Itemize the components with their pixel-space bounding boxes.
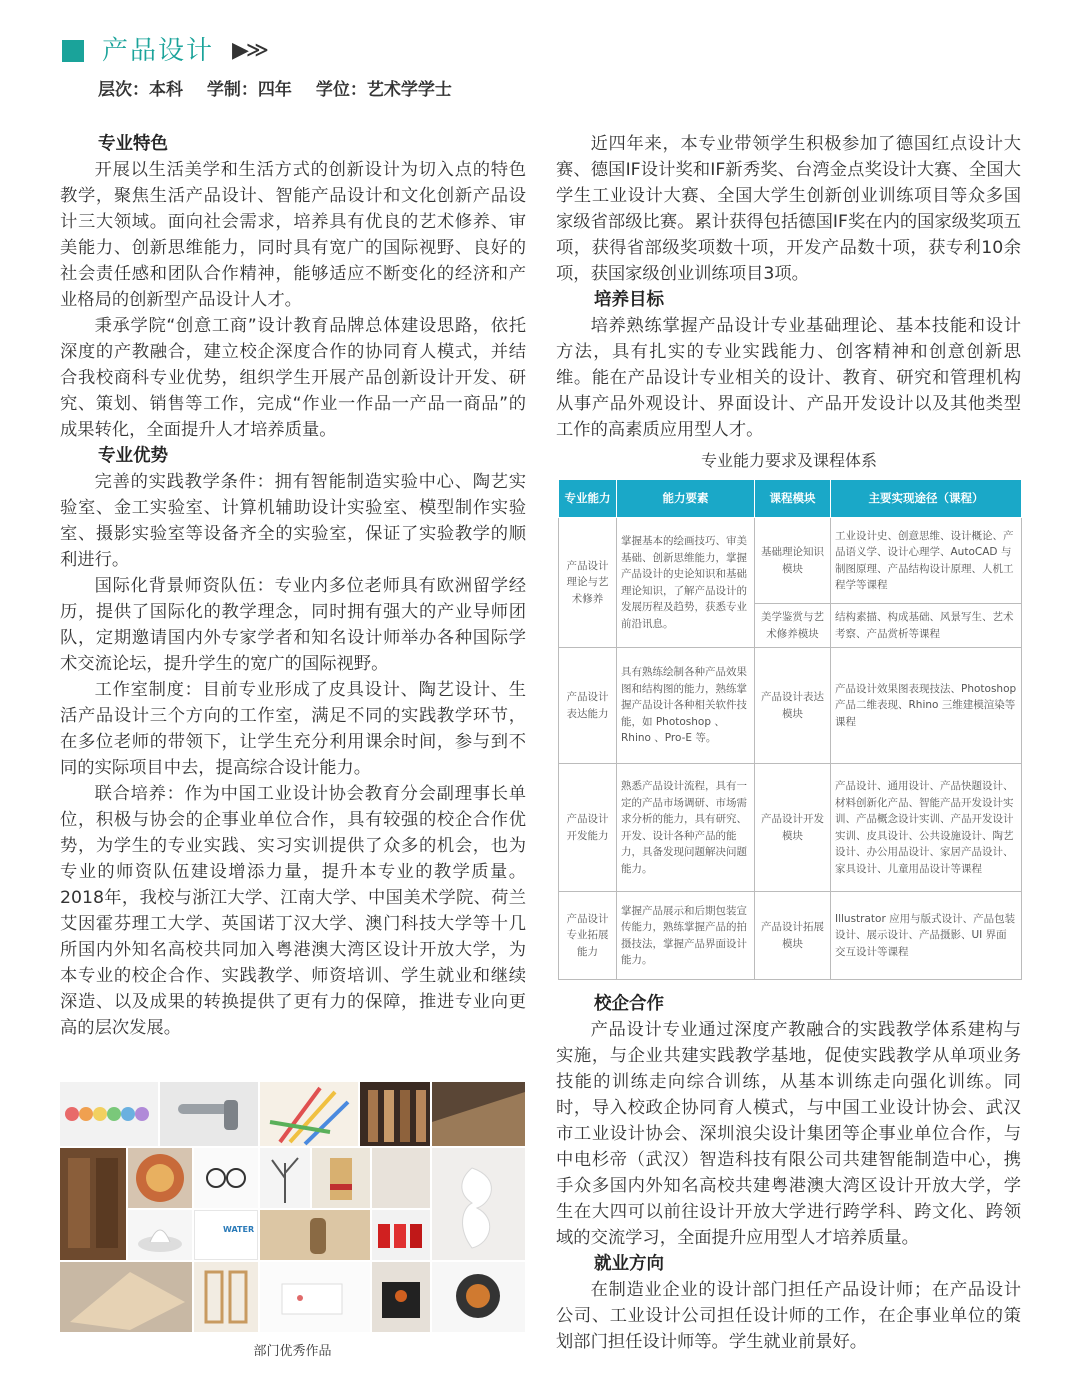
ability-cell: 产品设计表达能力 [559,648,617,764]
module-cell: 美学鉴赏与艺术修养模块 [755,604,831,648]
right-column-bottom [556,991,1021,1355]
photo-tile [128,1210,192,1260]
photo-tile [194,1262,258,1332]
ceramic-plate-photo [128,1148,192,1208]
module-cell: 产品设计表达模块 [755,648,831,764]
red-cans-photo [372,1210,430,1260]
section-heading: 就业方向 [594,1254,664,1274]
wooden-tray-photo [60,1262,192,1332]
header-cell: 课程模块 [755,480,831,518]
paragraph: 完善的实践教学条件：拥有智能制造实验中心、陶艺实验室、金工实验室、计算机辅助设计实验室、模型制作实验室、摄影实验室等设备齐全的实验室，保证了实验教学的顺利进行。 [60,472,526,570]
wood-panels-photo [360,1082,430,1146]
photo-tile [260,1148,310,1208]
table-title: 专业能力要求及课程体系 [700,451,877,470]
table-row [559,518,1022,604]
photo-tile [194,1148,258,1208]
photo-tile [372,1262,430,1332]
photo-tile [432,1262,525,1332]
section-heading: 专业优势 [98,446,168,466]
elements-cell: 具有熟练绘制各种产品效果图和结构图的能力，熟练掌握产品设计各种相关软件技能，如 Photoshop 、Rhino 、Pro-E 等。 [617,648,755,764]
door-handle-photo [160,1082,258,1146]
paragraph: 产品设计专业通过深度产教融合的实践教学体系建构与实施，与企业共建实践教学基地，促使实践教学从单项业务技能的训练走向综合训练，从基本训练走向强化训练。同时，导入校政企协同育人模式，与中国工业设计协会、武汉市工业设计协会、深圳浪尖设计集团等企事业单位合作，与中电杉帝（武汉）智造科技有限公司共建智能制造中心，携手众多国内外知名高校共建粤港澳大湾区设计开放大学，学生在大四可以前往设计开放大学进行跨学科、跨文化、跨领域的交流学习，全面提升应用型人才培养质量。 [556,1020,1021,1248]
capability-table [558,479,1022,980]
photo-tile [128,1148,192,1208]
wood-frames-photo [194,1262,258,1332]
speaker-photo [432,1262,525,1332]
header-cell: 能力要素 [617,480,755,518]
courses-cell: 产品设计效果图表现技法、Photoshop 产品二维表现、Rhino 三维建模渲染等课程 [831,648,1022,764]
page-title: 产品设计 [102,36,215,66]
table-row [559,892,1022,980]
photo-tile [372,1148,430,1208]
meta-level: 层次：本科 [98,80,183,100]
block-photo [312,1148,370,1208]
section-heading: 培养目标 [594,290,664,310]
elements-cell: 掌握产品展示和后期包装宣传能力，熟练掌握产品的拍摄技法，掌握产品界面设计能力。 [617,892,755,980]
elements-cell: 掌握基本的绘画技巧、审美基础、创新思维能力，掌握产品设计的史论知识和基础理论知识，了解产品设计的发展历程及趋势，获悉专业前沿讯息。 [617,518,755,648]
section-heading: 专业特色 [98,134,168,154]
header-square-icon [62,40,84,62]
photo-caption: 部门优秀作品 [253,1344,332,1359]
black-box-photo [372,1262,430,1332]
photo-tile [60,1148,126,1260]
photo-tile [432,1082,525,1146]
paragraph: 工作室制度：目前专业形成了皮具设计、陶艺设计、生活产品设计三个方向的工作室，满足不同的实践教学环节，在多位老师的带领下，让学生充分利用课余时间，参与到不同的实际项目中去，提高综合设计能力。 [60,680,526,778]
photo-tile [260,1082,358,1146]
program-meta [98,78,470,102]
photo-tile [312,1148,370,1208]
meta-duration: 学制：四年 [206,80,292,100]
courses-cell: 结构素描、构成基础、风景写生、艺术考察、产品赏析等课程 [831,604,1022,648]
courses-cell: 产品设计、通用设计、产品快题设计、材料创新化产品、智能产品开发设计实训、产品概念设计实训、产品开发设计实训、皮具设计、公共设施设计、陶艺设计、办公用品设计、家居产品设计、家具设计、儿童用品设计等课程 [831,764,1022,892]
paragraph: 联合培养：作为中国工业设计协会教育分会副理事长单位，积极与协会的企事业单位合作，具有较强的校企合作优势，为学生的专业实践、实习实训提供了众多的机会，也为专业的师资队伍建设增添力量，提升本专业的教学质量。2018年，我校与浙江大学、江南大学、中国美术学院、荷兰艾因霍芬理工大学、英国诺丁汉大学、澳门科技大学等十几所国内外知名高校共同加入粤港澳大湾区设计开放大学，为本专业的校企合作、实践教学、师资培训、学生就业和继续深造、以及成果的转换提供了更有力的保障，推进专业向更高的层次发展。 [60,784,526,1038]
photo-mosaic [60,1082,525,1332]
paragraph: 培养熟练掌握产品设计专业基础理论、基本技能和设计方法，具有扎实的专业实践能力、创客精神和创意创新思维。能在产品设计专业相关的设计、教育、研究和管理机构从事产品外观设计、界面设计、产品开发设计以及其他类型工作的高素质应用型人才。 [556,316,1021,440]
photo-tile [60,1082,158,1146]
water-label: WATER [223,1225,255,1234]
header-cell: 主要实现途径（课程） [831,480,1022,518]
paragraph: 秉承学院“创意工商”设计教育品牌总体建设思路，依托深度的产教融合，建立校企深度合作的协同育人模式，并结合我校商科专业优势，组织学生开展产品创新设计开发、研究、策划、销售等工作，完成“作业一作品一产品一商品”的成果转化，全面提升人才培养质量。 [60,316,526,440]
module-cell: 产品设计开发模块 [755,764,831,892]
courses-cell: 工业设计史、创意思维、设计概论、产品语义学、设计心理学、AutoCAD 与制图原理、产品结构设计原理、人机工程学等课程 [831,518,1022,604]
table-row [559,648,1022,764]
bottle-poster-photo [260,1210,370,1260]
photo-tile [60,1262,192,1332]
wood-table-photo [432,1082,525,1146]
module-cell: 产品设计拓展模块 [755,892,831,980]
courses-cell: Illustrator 应用与版式设计、产品包装设计、展示设计、产品摄影、UI 界面交互设计等课程 [831,892,1022,980]
left-column [60,131,526,1041]
branch-photo [260,1148,310,1208]
photo-tile [194,1210,258,1260]
photo-tile [260,1210,370,1260]
arrow-icon: ▶≫ [232,38,266,63]
pencils-photo [260,1082,358,1146]
table-row [559,764,1022,892]
module-cell: 基础理论知识模块 [755,518,831,604]
elements-cell: 熟悉产品设计流程，具有一定的产品市场调研、市场需求分析的能力，具有研究、开发、设计各种产品的能力，具备发现问题解决问题能力。 [617,764,755,892]
glasses-photo [194,1148,258,1208]
paragraph: 在制造业企业的设计部门担任产品设计师；在产品设计公司、工业设计公司担任设计师的工作，在企事业单位的策划部门担任设计师等。学生就业前景好。 [556,1280,1021,1352]
section-heading: 校企合作 [594,994,664,1014]
photo-tile [432,1148,525,1260]
color-cups-photo [60,1082,158,1146]
right-column-top [556,131,1021,443]
header-cell: 专业能力 [559,480,617,518]
photo-tile [360,1082,430,1146]
paragraph: 国际化背景师资队伍：专业内多位老师具有欧洲留学经历，提供了国际化的教学理念，同时拥有强大的产业导师团队，定期邀请国内外专家学者和知名设计师举办各种国际学术交流论坛，提升学生的宽广的国际视野。 [60,576,526,674]
ability-cell: 产品设计理论与艺术修养 [559,518,617,648]
table-header-row [559,480,1022,518]
card-photo [260,1262,370,1332]
leather-photo [60,1148,126,1260]
ability-cell: 产品设计开发能力 [559,764,617,892]
photo-tile [160,1082,258,1146]
paragraph: 开展以生活美学和生活方式的创新设计为切入点的特色教学，聚焦生活产品设计、智能产品设计和文化创新产品设计三大领域。面向社会需求，培养具有优良的艺术修养、审美能力、创新思维能力，同时具有宽广的国际视野、良好的社会责任感和团队合作精神，能够适应不断变化的经济和产业格局的创新型产品设计人才。 [60,160,526,310]
ability-cell: 产品设计专业拓展能力 [559,892,617,980]
white-sculpture-photo [432,1148,525,1260]
white-object-photo [128,1210,192,1260]
meta-degree: 学位：艺术学学士 [315,80,452,100]
paragraph: 近四年来，本专业带领学生积极参加了德国红点设计大赛、德国IF设计奖和IF新秀奖、台湾金点奖设计大赛、全国大学生工业设计大赛、全国大学生创新创业训练项目等众多国家级省部级比赛。累计获得包括德国IF奖在内的国家级奖项五项，获得省部级奖项数十项，开发产品数十项，获专利10余项，获国家级创业训练项目3项。 [556,134,1021,284]
photo-tile [260,1262,370,1332]
page-header [62,34,662,74]
photo-tile [372,1210,430,1260]
